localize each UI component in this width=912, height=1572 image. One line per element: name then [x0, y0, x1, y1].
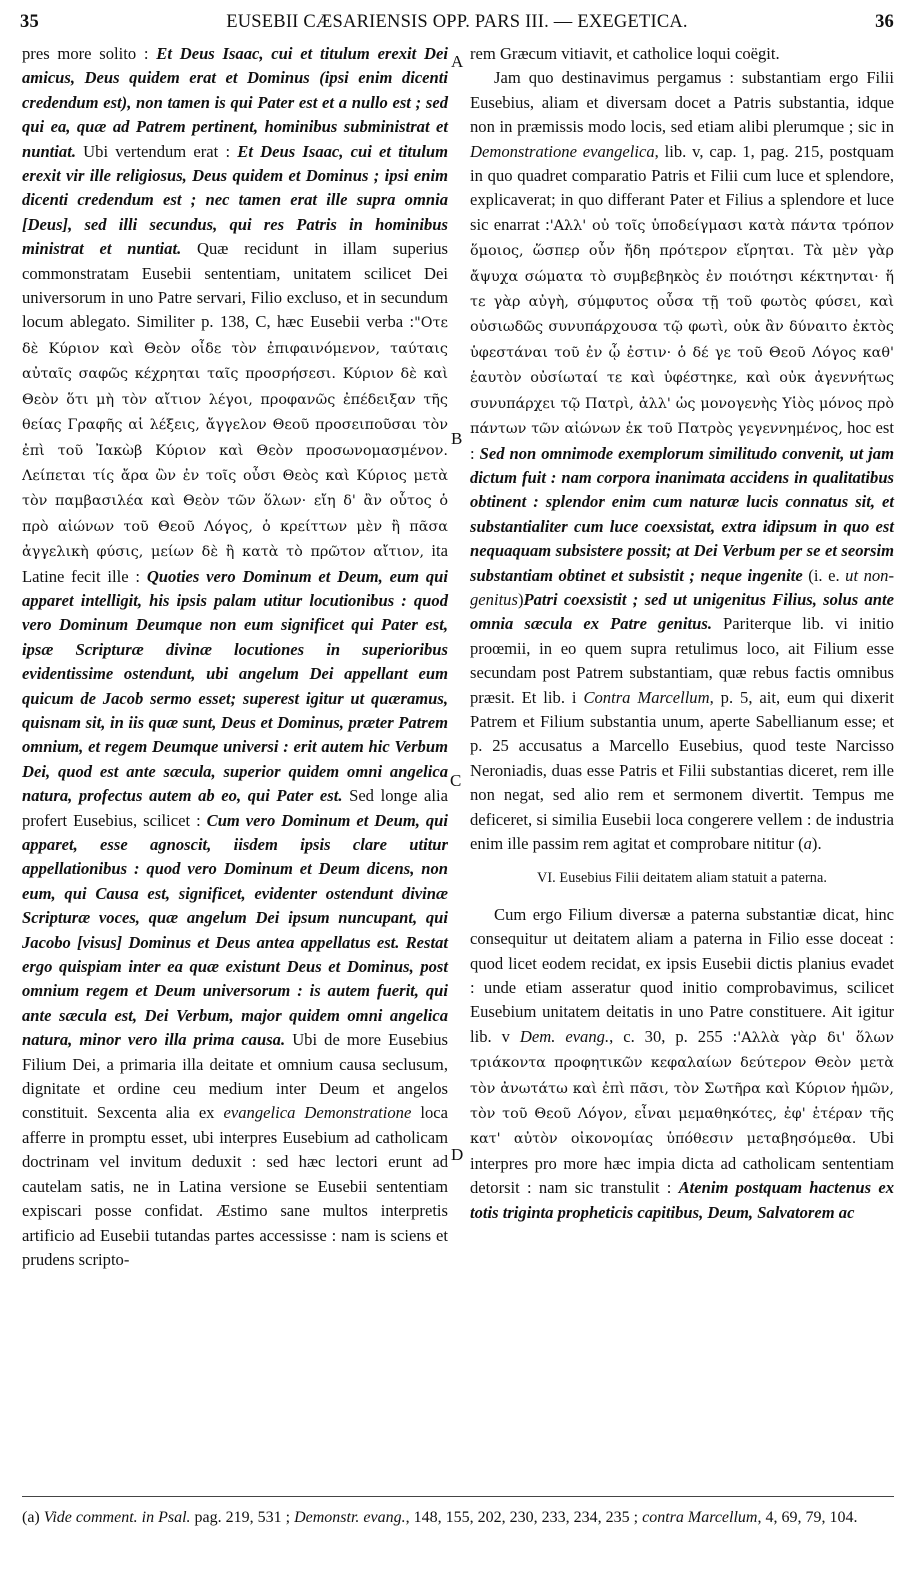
- right-text: ): [517, 589, 524, 609]
- right-paragraph: [470, 903, 894, 1225]
- right-greek-quote: 'Αλλ' οὐ τοῖς ὑποδείγμασι κατὰ πάντα τρόπον ὅμοιος, ὥσπερ οὖν ἤδη πρότερον εἴρηται. Τὰ μὲν γὰρ ἄψυχα σώματα τὸ συμβεβηκὸς ἐν ποιότησι κέκτηνται· ἥ τε γὰρ αὐγὴ, σύμφυτος οὖσα τῇ τοῦ φωτὸς φύσει, καὶ οὐσιωδῶς συνυπάρχουσα τῷ φωτὶ, οὐκ ἂν δύναιτο ἐκτὸς ὑφεστάναι τοῦ ἐν ᾧ ἐστιν· ὁ δέ γε τοῦ Θεοῦ Λόγος καθ' ἑαυτὸν οὐσίωταί τε καὶ ὑφέστηκε, καὶ οὐκ ἀγεννήτως συνυπάρχει τῷ Πατρὶ, ἀλλ' ὡς μονογενὴς Υἱὸς μόνος πρὸ πάντων τῶν αἰώνων ἐκ τοῦ Πατρὸς γεγεννημένος,: [470, 217, 894, 438]
- footnote-reference: a: [803, 834, 812, 853]
- footnote-text: pag. 219, 531 ;: [194, 1509, 295, 1526]
- page-number-right: 36: [875, 12, 894, 32]
- footnote-text: contra Marcellum: [642, 1509, 758, 1526]
- margin-marker-a: A: [451, 52, 464, 71]
- footnote-text: , 4, 69, 79, 104.: [757, 1509, 858, 1526]
- page-number-left: 35: [20, 12, 39, 32]
- left-text: Ubi de more Eusebius Filium Dei, a primaria illa deitate et omnium causa seclusum, dignitate et ordine ceu medium inter Deum et angelos constituit. Sexcenta alia ex: [22, 1030, 448, 1123]
- right-text: Cum ergo Filium diversæ a paterna substantiæ dicat, hinc consequitur ut deitatem aliam a paterna in Filio esse doceat : quod licet eodem recidat, ex ipsis Eusebii dictis planius evadet : unde etiam asseratur quod initio comprobavimus, scilicet Eusebium unitatem deitatis in uno Patre constituere. Ait igitur lib. v: [470, 904, 894, 1046]
- right-italic-text: ut non-genitus: [470, 565, 894, 609]
- left-bold-italic-quote: Cum vero Dominum et Deum, qui apparet, esse agnoscit, iisdem ipsis clare utitur appellationibus : quod vero Dominum et Deum dicens, non eum, qui Causa est, significet, evidenter ostendunt divinæ Scripturæ voces, quæ angelum Dei ipsum nuncupant, qui Jacobo [visus] Dominus et Deus antea appellatus est. Restat ergo quispiam inter ea quæ existunt Deus et Dominus, post omnium regem et Deum universorum : is autem fuerit, qui ante sæcula est, Dei Verbum, major quidem omni angelica natura, minor vero illa prima causa.: [22, 810, 448, 1050]
- right-text: , p. 5, ait, eum qui dixerit Patrem et Filium substantia unum, aperte Sabellianum esse; et p. 25 accusatus a Marcello Eusebius, quod teste Narcisso Neroniadis, duas esse Patris et Filii substantias diceret, rem ille non negat, sed alio rem et sermonem divertit. Tempus me deficeret, si similia Eusebii loca congerere vellem : de industria enim ille passim rem agitat et comprobare nititur (: [470, 687, 894, 853]
- right-continuation: rem Græcum vitiavit, et catholice loqui coëgit.: [470, 44, 780, 63]
- margin-marker-b: B: [451, 429, 463, 448]
- left-italic-title: evangelica Demonstratione: [223, 1103, 412, 1123]
- footnote: [22, 1496, 894, 1528]
- running-title: EUSEBII CÆSARIENSIS OPP. PARS III. — EXEGETICA.: [226, 12, 688, 32]
- right-paragraph: [470, 66, 894, 856]
- footnote-text: , 148, 155, 202, 230, 233, 234, 235 ;: [405, 1509, 643, 1526]
- right-text: hoc est :: [470, 418, 894, 463]
- left-text: Quæ recidunt in illam superius commonstratam Eusebii sententiam, unitatem scilicet Dei universorum in uno Patre servari, Filio excluso, et in secundum locum ablegato. Similiter p. 138, C, hæc Eusebii verba :: [22, 239, 449, 332]
- right-text: (i. e.: [802, 565, 846, 585]
- left-column: [22, 42, 448, 1272]
- footnote-text: Demonstr. evang.: [294, 1509, 406, 1526]
- left-text: pres more solito :: [22, 44, 157, 63]
- left-text: Ubi vertendum erat :: [75, 141, 238, 161]
- margin-marker-c: C: [450, 771, 462, 790]
- right-greek-quote: 'Αλλὰ γὰρ δι' ὅλων τριάκοντα προφητικῶν κεφαλαίων δεύτερον Θεὸν μετὰ τὸν ἀνωτάτω καὶ ἐπὶ πᾶσι, τὸν Σωτῆρα καὶ Κύριον ἡμῶν, τὸν τοῦ Θεοῦ Λόγον, εἶναι μεμαθηκότες, ἐφ' ἑτέραν τῆς κατ' αὐτὸν οἰκονομίας ὑπόθεσιν μεταβησόμεθα.: [470, 1029, 895, 1148]
- left-bold-italic-quote: Et Deus Isaac, cui et titulum erexit vir ille religiosus, Deus quidem et Dominus ; ipsi enim dicenti credendum est ; nec tamen erat ille supra omnia [Deus], sed illi secundus, qui res Patris in hominibus ministrat et nuntiat.: [22, 141, 449, 259]
- left-text: ita Latine fecit ille :: [22, 541, 448, 586]
- footnote-mark: (a): [22, 1509, 40, 1526]
- right-italic-title: Dem. evang.: [519, 1026, 610, 1046]
- right-italic-title: Contra Marcellum: [583, 687, 710, 707]
- right-bold-italic-quote: Patri coexsistit ; sed ut unigenitus Filius, solus ante omnia sæcula ex Patre genitus.: [470, 589, 894, 634]
- right-text: , lib. v, cap. 1, pag. 215, postquam in quo quadret comparatio Patris et Filii cum luce et splendore, explicaverat; in quo differant Pater et Filius a splendore et luce sic enarrat :: [470, 141, 894, 234]
- left-greek-quote: "Οτε δὲ Κύριον καὶ Θεὸν οἶδε τὸν ἐπιφαινόμενον, ταύταις αὐταῖς σαφῶς κέχρηται ταῖς προσρήσεσι. Κύριον δὲ καὶ Θεὸν ὅτι μὴ τὸν αἴτιον λέγοι, προφανῶς ἐπέδειξαν τῆς θείας Γραφῆς αἱ λέξεις, ἄγγελον Θεοῦ προσειποῦσαι τὸν ἐπὶ τοῦ Ἰακὼβ Κύριον καὶ Θεὸν προσωνομασμένον. Λείπεται τίς ἄρα ὢν ἐν τοῖς οὖσι Θεὸς καὶ Κύριος μετὰ τὸν παμβασιλέα καὶ Θεὸν τῶν ὅλων· εἴη δ' ἂν οὗτος ὁ πρὸ αἰώνων τοῦ Θεοῦ Λόγος, ὁ κρείττων μὲν ἢ πᾶσα ἀγγελικὴ φύσις, μείων δὲ ἢ κατὰ τὸ πρῶτον αἴτιον,: [22, 315, 448, 561]
- section-heading: VI. Eusebius Filii deitatem aliam statuit a paterna.: [536, 870, 828, 887]
- right-column: [470, 42, 894, 1225]
- left-bold-italic-quote: Et Deus Isaac, cui et titulum erexit Dei amicus, Deus quidem erat et Dominus (ipsi enim dicenti credendum est), non tamen is qui Pater est et a nullo est ; sed qui ea, quæ ad Patrem pertinent, hominibus subministrat et nuntiat.: [22, 44, 448, 161]
- right-bold-italic-quote: Atenim postquam hactenus ex totis triginta propheticis capitibus, Deum, Salvatorem ac: [470, 1178, 894, 1222]
- margin-marker-d: D: [451, 1145, 464, 1164]
- left-text-block: [22, 42, 448, 1272]
- running-header: [20, 12, 894, 40]
- right-text: , c. 30, p. 255 :: [609, 1026, 738, 1046]
- right-bold-italic-quote: Sed non omnimode exemplorum similitudo convenit, ut jam dictum fuit : nam corpora inanimata accidens in qualitatibus obtinent : splendor enim cum naturæ lucis connatus sit, et substantialiter cum luce coexsistat, extra idipsum in quo est nequaquam subsistere possit; at Dei Verbum per se et seorsim substantiam obtinet et subsistit ; neque ingenite: [470, 443, 894, 585]
- footnote-text: Vide comment. in Psal.: [39, 1509, 195, 1526]
- left-bold-italic-quote: Quoties vero Dominum et Deum, eum qui apparet intelligit, his ipsis palam utitur locutionibus : quod vero Dominum Deumque non eum significet qui Pater est, ipsæ Scripturæ divinæ locutiones in superioribus evidentissime ostendunt, ubi angelum Dei appellant eum quicum de Jacob sermo esset; superest igitur ut quæramus, quisnam sit, in iis quæ sunt, Deus et Dominus, præter Patrem omnium, et regem Deumque universi : erit autem hic Verbum Dei, quod est ante sæcula, superior quidem omni angelica natura, profectus autem ab eo, qui Pater est.: [22, 566, 448, 806]
- right-text: Jam quo destinavimus pergamus : substantiam ergo Filii Eusebius, aliam et diversam docet a Patris substantia, idque non in præmissis modo locis, sed etiam alibi plerumque ; sic in: [470, 68, 894, 137]
- right-text: Pariterque lib. vi initio proœmii, in eo quem supra retulimus loco, ait Filium esse secundam post Patrem substantiam, quæ rebus factis omnibus præsit. Et lib. i: [470, 614, 894, 707]
- left-text: loca afferre in promptu esset, ubi interpres Eusebium ad catholicam doctrinam vel invitum deduxit : sed hæc lectori erunt ad cautelam satis, ne in Latina versione se Eusebii sententiam expiscari posse confidat. Æstimo sane multos interpretis artificio ad Eusebii tutandas partes accessisse : nam is sciens et prudens scripto-: [22, 1103, 449, 1269]
- left-text: Sed longe alia profert Eusebius, scilicet :: [22, 786, 448, 830]
- right-text: Ubi interpres pro more hæc impia dicta ad catholicam sententiam detorsit : nam sic transtulit :: [470, 1128, 894, 1198]
- right-italic-title: Demonstratione evangelica: [470, 141, 655, 161]
- right-text: ).: [811, 834, 822, 853]
